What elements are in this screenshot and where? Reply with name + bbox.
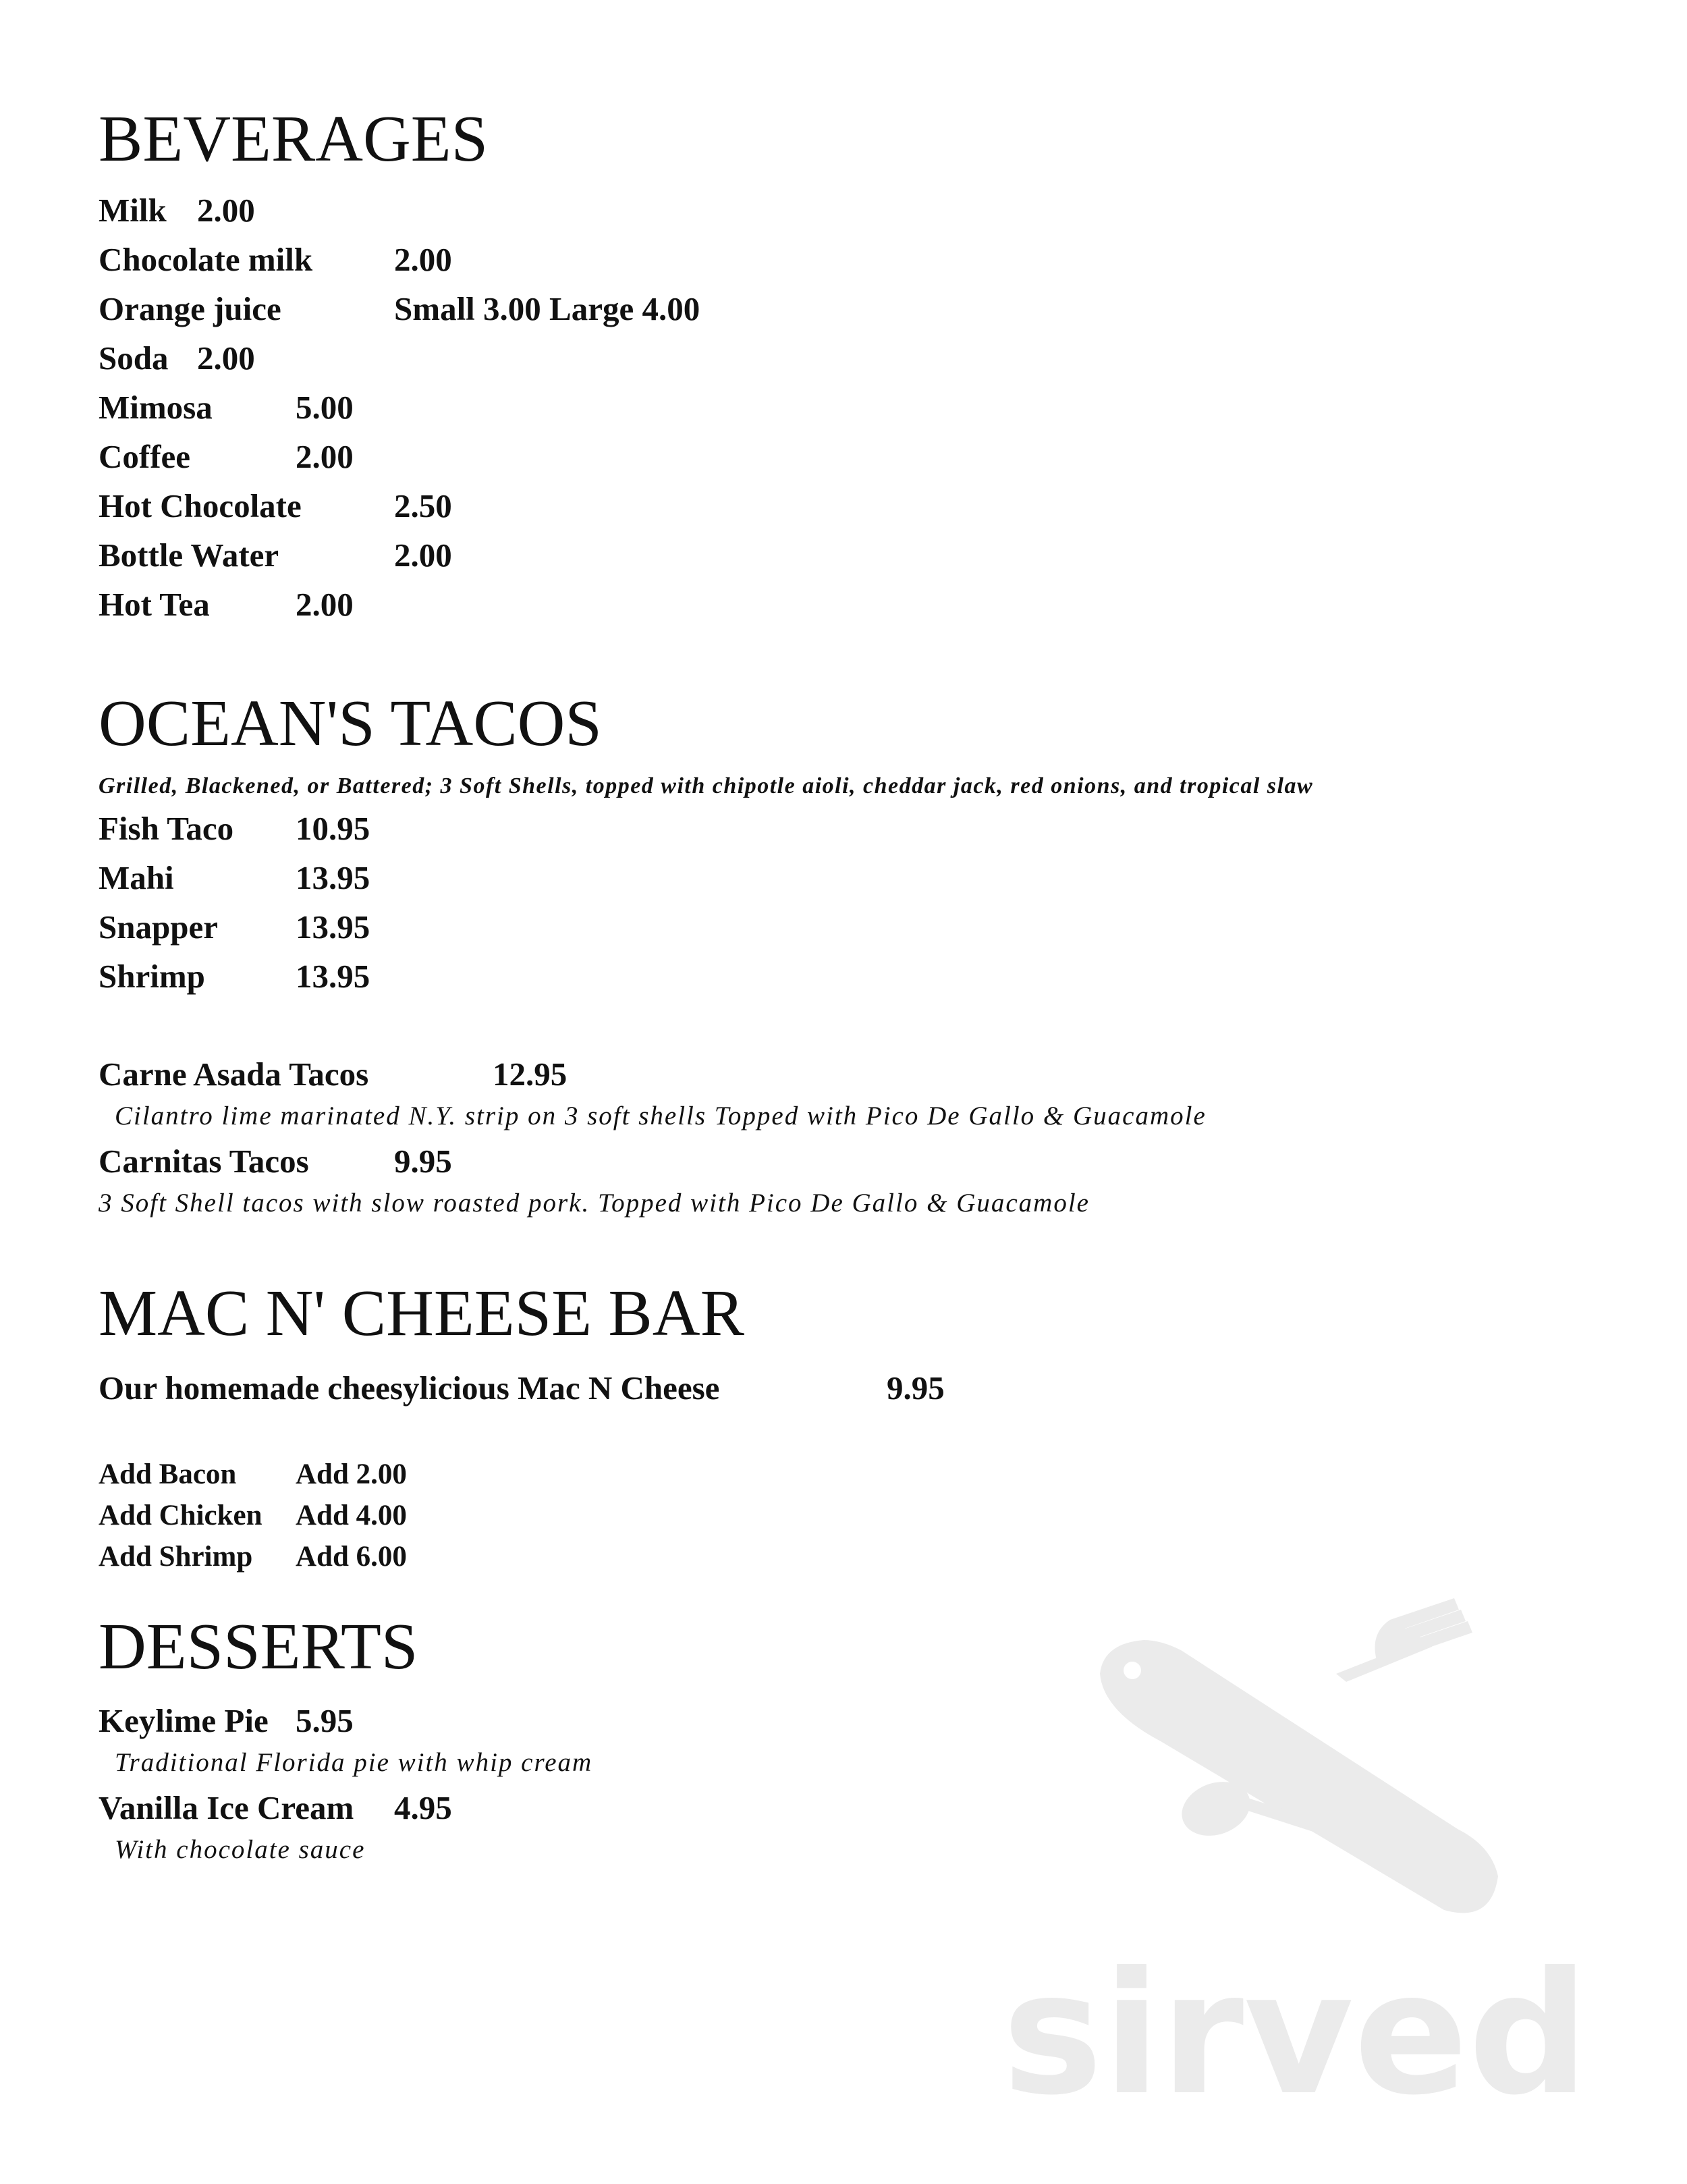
item-name: Soda bbox=[99, 339, 169, 377]
fork-spoon-icon bbox=[1100, 1598, 1498, 1913]
item-name: Milk bbox=[99, 192, 167, 229]
item-price: 2.00 bbox=[296, 438, 354, 475]
item-name: Orange juice bbox=[99, 290, 281, 327]
item-name: Vanilla Ice Cream bbox=[99, 1789, 354, 1826]
addon-name: Add Bacon bbox=[99, 1458, 237, 1490]
sirved-watermark bbox=[958, 1525, 1633, 2119]
item-name: Our homemade cheesylicious Mac N Cheese bbox=[99, 1369, 720, 1407]
item-name: Chocolate milk bbox=[99, 241, 313, 278]
item-price: 5.95 bbox=[296, 1702, 354, 1739]
addon-price: Add 2.00 bbox=[296, 1458, 407, 1490]
mac-bar-title: MAC N' CHEESE BAR bbox=[99, 1277, 744, 1350]
item-name: Hot Tea bbox=[99, 586, 210, 623]
carne-asada-description: Cilantro lime marinated N.Y. strip on 3 soft shells Topped with Pico De Gallo & Guacamole bbox=[115, 1101, 1207, 1130]
item-price: 12.95 bbox=[493, 1056, 568, 1093]
desserts-title: DESSERTS bbox=[99, 1610, 418, 1683]
item-name: Shrimp bbox=[99, 958, 205, 995]
addon-price: Add 6.00 bbox=[296, 1541, 407, 1573]
item-price: 9.95 bbox=[394, 1143, 452, 1180]
carnitas-description: 3 Soft Shell tacos with slow roasted pork. Topped with Pico De Gallo & Guacamole bbox=[99, 1189, 1090, 1218]
item-name: Mimosa bbox=[99, 389, 213, 426]
item-price: 9.95 bbox=[887, 1369, 945, 1407]
item-price: 13.95 bbox=[296, 859, 370, 896]
addon-price: Add 4.00 bbox=[296, 1500, 407, 1531]
item-name: Carnitas Tacos bbox=[99, 1143, 309, 1180]
item-price: 10.95 bbox=[296, 810, 370, 847]
item-price: 2.00 bbox=[197, 192, 255, 229]
item-price: 13.95 bbox=[296, 908, 370, 946]
watermark-text: sirved bbox=[1002, 1936, 1589, 2119]
addon-name: Add Chicken bbox=[99, 1500, 262, 1531]
oceans-tacos-title: OCEAN'S TACOS bbox=[99, 687, 602, 760]
item-name: Mahi bbox=[99, 859, 174, 896]
item-price: 2.00 bbox=[296, 586, 354, 623]
oceans-tacos-description: Grilled, Blackened, or Battered; 3 Soft Shells, topped with chipotle aioli, cheddar jack, red onions, and tropical slaw bbox=[99, 773, 1314, 798]
item-price: 2.00 bbox=[394, 537, 452, 574]
item-name: Carne Asada Tacos bbox=[99, 1056, 369, 1093]
item-name: Keylime Pie bbox=[99, 1702, 269, 1739]
item-name: Coffee bbox=[99, 438, 191, 475]
beverages-title: BEVERAGES bbox=[99, 103, 489, 175]
addon-name: Add Shrimp bbox=[99, 1541, 253, 1573]
item-name: Bottle Water bbox=[99, 537, 279, 574]
item-price: 2.00 bbox=[197, 339, 255, 377]
item-price: 13.95 bbox=[296, 958, 370, 995]
item-price: 2.50 bbox=[394, 487, 452, 524]
item-price: 2.00 bbox=[394, 241, 452, 278]
item-price: 4.95 bbox=[394, 1789, 452, 1826]
vanilla-ice-cream-description: With chocolate sauce bbox=[115, 1835, 366, 1864]
item-name: Snapper bbox=[99, 908, 219, 946]
keylime-pie-description: Traditional Florida pie with whip cream bbox=[115, 1748, 593, 1777]
item-price: Small 3.00 Large 4.00 bbox=[394, 290, 700, 327]
item-name: Hot Chocolate bbox=[99, 487, 302, 524]
item-name: Fish Taco bbox=[99, 810, 234, 847]
item-price: 5.00 bbox=[296, 389, 354, 426]
